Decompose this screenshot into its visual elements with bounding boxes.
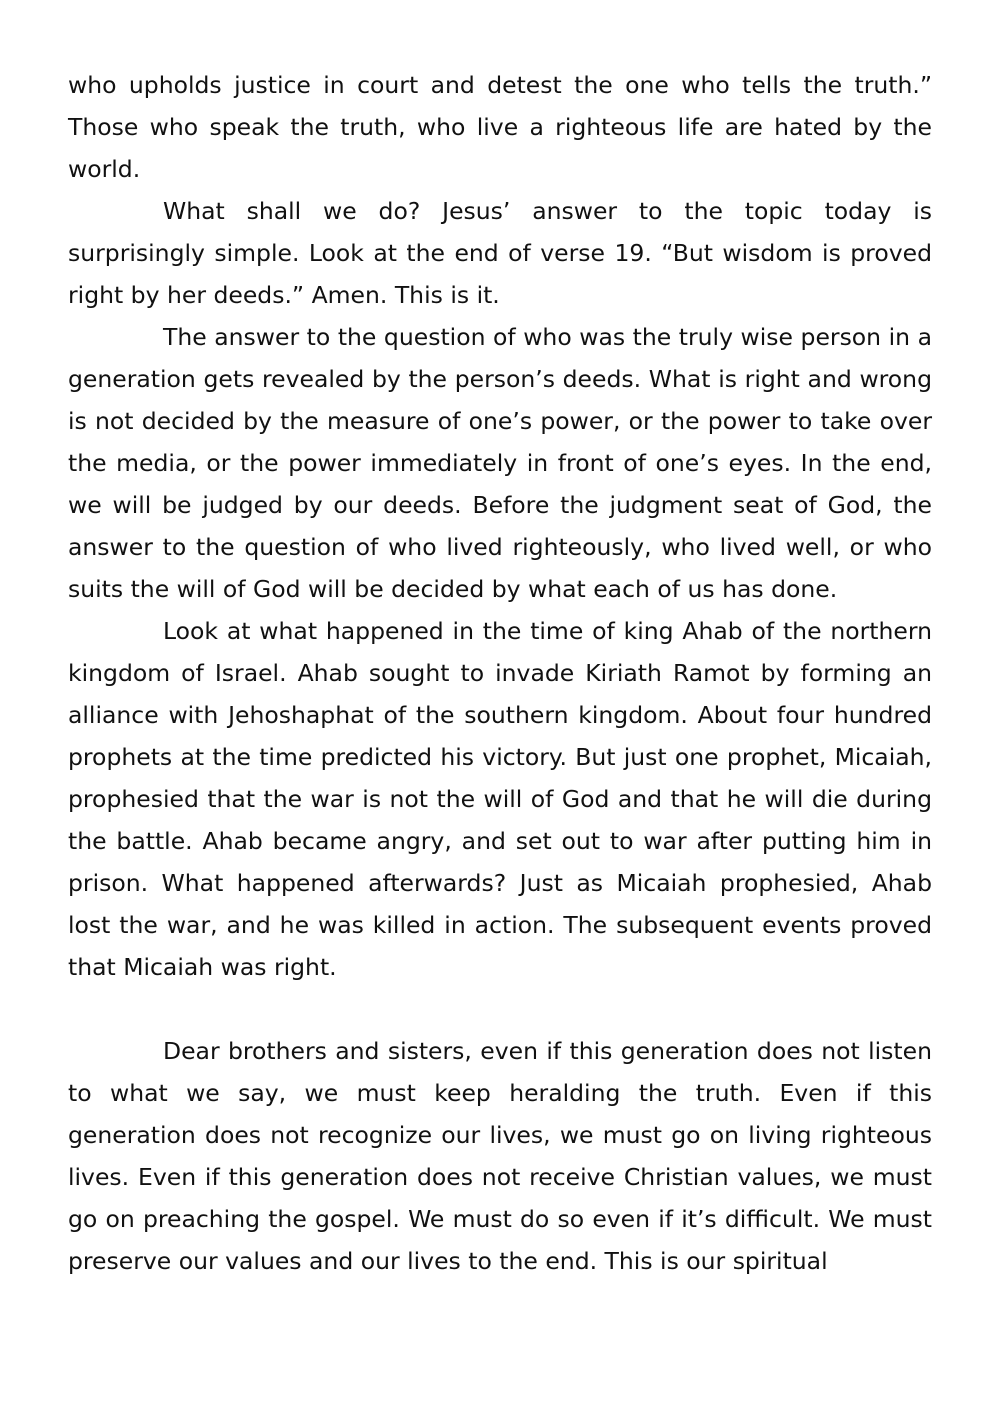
paragraph-4: Look at what happened in the time of king Ahab of the northern kingdom of Israel. Ahab sought to invade Kiriath Ramot by forming an alliance with Jehoshaphat of the southern kingdom. About four hundred prophets at the time predicted his victory. But just one prophet, Micaiah, prophesied that the war is not the will of God and that he will die during the battle. Ahab became angry, and set out to war after putting him in prison. What happened afterwards? Just as Micaiah prophesied, Ahab lost the war, and he was killed in action. The subsequent events proved that Micaiah was right. [68,617,932,981]
paragraph-1: who upholds justice in court and detest the one who tells the truth.” Those who speak the truth, who live a righteous life are hated by the world. [68,71,932,183]
paragraph-3: The answer to the question of who was the truly wise person in a generation gets revealed by the person’s deeds. What is right and wrong is not decided by the measure of one’s power, or the power to take over the media, or the power immediately in front of one’s eyes. In the end, we will be judged by our deeds. Before the judgment seat of God, the answer to the question of who lived righteously, who lived well, or who suits the will of God will be decided by what each of us has done. [68,323,932,603]
document-page [68,64,932,1282]
paragraph-2: What shall we do? Jesus’ answer to the topic today is surprisingly simple. Look at the end of verse 19. “But wisdom is proved right by her deeds.” Amen. This is it. [68,197,932,309]
paragraph-5: Dear brothers and sisters, even if this generation does not listen to what we say, we must keep heralding the truth. Even if this generation does not recognize our lives, we must go on living righteous lives. Even if this generation does not receive Christian values, we must go on preaching the gospel. We must do so even if it’s difficult. We must preserve our values and our lives to the end. This is our spiritual [68,1037,932,1275]
